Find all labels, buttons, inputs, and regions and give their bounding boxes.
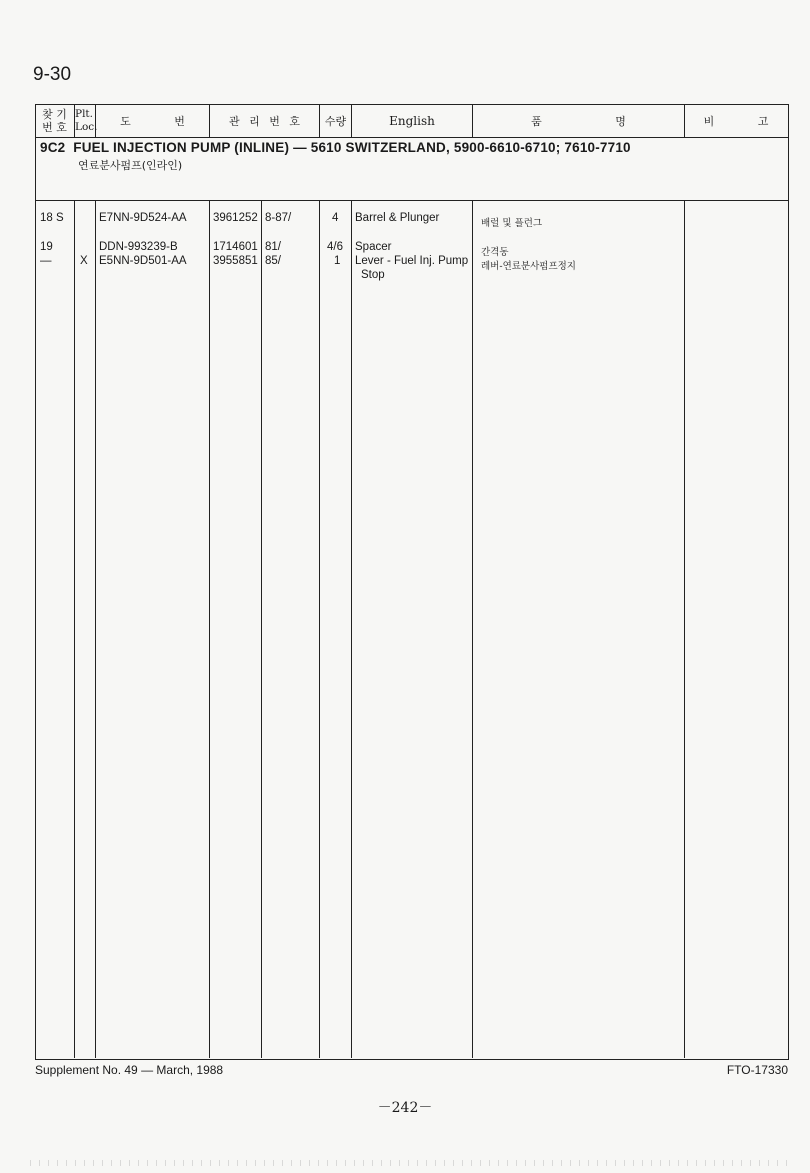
row-ref: — (40, 255, 52, 267)
header-plt-top: Plt. (75, 108, 93, 120)
row-korean: 레버-연료분사펌프정지 (481, 261, 576, 272)
header-english: English (389, 113, 435, 128)
row-mgmt-number: 3961252 (213, 212, 258, 224)
row-korean: 간격동 (481, 247, 509, 258)
row-date: 85/ (265, 255, 281, 267)
col-divider (74, 201, 75, 1058)
col-divider (319, 201, 320, 1058)
header-remarks: 비 고 (703, 114, 769, 128)
row-qty: 1 (334, 255, 341, 267)
col-divider (684, 201, 685, 1058)
group-heading (40, 140, 631, 155)
row-qty: 4/6 (327, 241, 343, 253)
page-number: －242－ (377, 1100, 433, 1116)
header-ref-bottom: 번 호 (42, 121, 67, 134)
row-ref: 19 (40, 241, 53, 253)
row-mgmt-number: 3955851 (213, 255, 258, 267)
row-date: 81/ (265, 241, 281, 253)
header-ref-top: 찾 기 (42, 108, 67, 121)
header-management-number: 관 리 번 호 (229, 114, 300, 128)
row-plant-location: X (80, 255, 88, 267)
header-ref-number (35, 105, 74, 137)
row-part-number: E5NN-9D501-AA (99, 255, 187, 267)
col-divider (95, 201, 96, 1058)
header-plt-bottom: Loc. (75, 121, 98, 133)
row-english: Barrel & Plunger (355, 212, 440, 224)
group-code: 9C2 (40, 140, 66, 155)
col-divider (261, 201, 262, 1058)
scan-artifact (30, 1160, 790, 1166)
supplement-note: Supplement No. 49 — March, 1988 (35, 1063, 224, 1077)
row-part-number: E7NN-9D524-AA (99, 212, 187, 224)
row-part-number: DDN-993239-B (99, 241, 178, 253)
header-divider (35, 137, 788, 138)
header-quantity: 수량 (324, 114, 347, 128)
row-date: 8-87/ (265, 212, 292, 224)
header-drawing-number: 도 번 (120, 114, 185, 128)
row-qty: 4 (332, 212, 339, 224)
row-ref: 18 S (40, 212, 64, 224)
row-english-continued: Stop (361, 269, 385, 281)
row-korean: 배럴 및 플런그 (481, 218, 543, 229)
col-divider (209, 201, 210, 1058)
row-mgmt-number: 1714601 (213, 241, 258, 253)
header-plant-location (75, 105, 98, 137)
group-subtitle: 연료분사펌프(인라인) (78, 159, 183, 172)
row-english: Spacer (355, 241, 392, 253)
section-number: 9-30 (33, 64, 72, 85)
group-title: FUEL INJECTION PUMP (INLINE) — 5610 SWITZERLAND, 5900-6610-6710; 7610-7710 (73, 140, 631, 155)
header-korean-name: 품 명 (531, 114, 626, 128)
col-divider (351, 201, 352, 1058)
row-english: Lever - Fuel Inj. Pump (355, 255, 469, 267)
group-divider (35, 200, 788, 201)
col-divider (472, 201, 473, 1058)
document-code: FTO-17330 (726, 1063, 788, 1077)
